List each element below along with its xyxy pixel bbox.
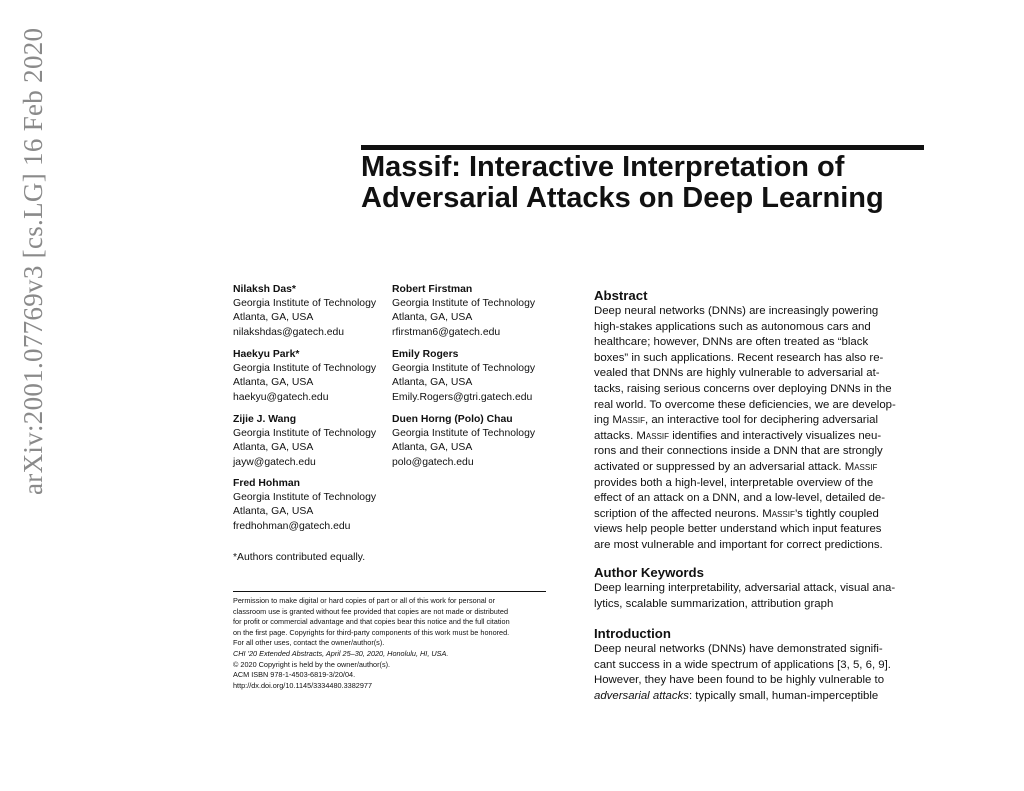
author-name: Zijie J. Wang (233, 414, 297, 425)
abstract-line: rons and their connections inside a DNN that are strongly (594, 445, 883, 458)
author-name: Nilaksh Das* (233, 284, 296, 295)
massif-name: Massif (636, 429, 670, 442)
introduction-line: cant success in a wide spectrum of applications [3, 5, 6, 9]. (594, 658, 891, 671)
abstract-text (594, 304, 896, 554)
abstract-line (594, 429, 896, 445)
author-location: Atlanta, GA, USA (233, 312, 314, 324)
author-affiliation: Georgia Institute of Technology (233, 363, 377, 375)
abstract-line: are most vulnerable and important for correct predictions. (594, 538, 883, 551)
author-block (392, 413, 552, 470)
author-email[interactable]: nilakshdas@gatech.edu (233, 326, 345, 338)
keywords-line: lytics, scalable summarization, attribution graph (594, 597, 834, 610)
massif-name: Massif (844, 460, 878, 473)
permission-line: on the first page. Copyrights for third-party components of this work must be honored. (233, 627, 510, 637)
doi-link[interactable]: http://dx.doi.org/10.1145/3334480.3382977 (233, 680, 373, 690)
massif-name: Massif (762, 507, 795, 520)
author-location: Atlanta, GA, USA (392, 377, 473, 389)
author-block (233, 283, 393, 340)
abstract-line: effect of an attack on a DNN, and a low-level, detailed de- (594, 492, 886, 505)
equal-contribution-note: *Authors contributed equally. (233, 552, 366, 563)
permission-line: For all other uses, contact the owner/author(s). (233, 638, 385, 648)
author-location: Atlanta, GA, USA (233, 442, 314, 454)
author-location: Atlanta, GA, USA (392, 312, 473, 324)
paper-title (361, 152, 961, 214)
permission-rule (233, 591, 546, 592)
author-affiliation: Georgia Institute of Technology (392, 298, 536, 310)
title-line-1: Massif: Interactive Interpretation of (361, 151, 845, 183)
abstract-line (594, 460, 896, 476)
author-affiliation: Georgia Institute of Technology (233, 492, 377, 504)
abstract-heading: Abstract (594, 288, 648, 303)
permission-line: Permission to make digital or hard copies of part or all of this work for personal or (233, 596, 495, 605)
abstract-line: vealed that DNNs are highly vulnerable to adversarial at- (594, 367, 880, 380)
title-rule (361, 145, 924, 150)
copyright-line: © 2020 Copyright is held by the owner/author(s). (233, 659, 391, 669)
author-affiliation: Georgia Institute of Technology (233, 428, 377, 440)
abstract-line (594, 507, 896, 523)
author-block (233, 413, 393, 470)
abstract-line: healthcare; however, DNNs are often treated as “black (594, 336, 869, 349)
venue-line: CHI '20 Extended Abstracts, April 25–30, 2020, Honolulu, HI, USA. (233, 648, 449, 658)
text-run: scription of the affected neurons. (594, 507, 763, 520)
author-name: Duen Horng (Polo) Chau (392, 414, 513, 425)
abstract-section (594, 288, 896, 554)
isbn-line: ACM ISBN 978-1-4503-6819-3/20/04. (233, 670, 356, 680)
keywords-heading: Author Keywords (594, 565, 704, 580)
emphasis-term: adversarial attacks (594, 689, 689, 702)
introduction-line: Deep neural networks (DNNs) have demonstrated signifi- (594, 643, 883, 655)
text-run: ’s tightly coupled (794, 507, 879, 520)
introduction-line: However, they have been found to be highly vulnerable to (594, 674, 885, 687)
abstract-line: tacks, raising serious concerns over deploying DNNs in the (594, 382, 892, 395)
text-run: attacks. (594, 429, 637, 442)
author-block (233, 477, 393, 534)
text-run: ing (594, 414, 613, 427)
introduction-line (594, 689, 891, 705)
author-name: Fred Hohman (233, 478, 300, 489)
abstract-line (594, 413, 896, 429)
author-block (233, 348, 393, 405)
author-name: Haekyu Park* (233, 349, 300, 360)
author-affiliation: Georgia Institute of Technology (392, 428, 536, 440)
title-line-2: Adversarial Attacks on Deep Learning (361, 182, 884, 214)
author-block (392, 348, 552, 405)
text-run: activated or suppressed by an adversarial attack. (594, 460, 845, 473)
author-email[interactable]: haekyu@gatech.edu (233, 391, 329, 403)
introduction-section (594, 626, 891, 704)
text-run: , an interactive tool for deciphering adversarial (644, 414, 878, 427)
introduction-heading: Introduction (594, 626, 671, 641)
keywords-text (594, 581, 895, 612)
author-location: Atlanta, GA, USA (233, 377, 314, 389)
abstract-line: provides both a high-level, interpretable overview of the (594, 476, 874, 489)
author-email[interactable]: jayw@gatech.edu (233, 456, 316, 468)
text-run: : typically small, human-imperceptible (688, 689, 879, 702)
author-email[interactable]: rfirstman6@gatech.edu (392, 326, 501, 338)
abstract-line: Deep neural networks (DNNs) are increasingly powering (594, 305, 879, 317)
keywords-line: Deep learning interpretability, adversarial attack, visual ana- (594, 582, 896, 594)
abstract-line: high-stakes applications such as autonomous cars and (594, 320, 871, 333)
abstract-line: views help people better understand which input features (594, 523, 882, 536)
abstract-line: boxes” in such applications. Recent research has also re- (594, 351, 884, 364)
permission-line: for profit or commercial advantage and that copies bear this notice and the full citation (233, 617, 510, 627)
author-location: Atlanta, GA, USA (392, 442, 473, 454)
author-affiliation: Georgia Institute of Technology (392, 363, 536, 375)
author-email[interactable]: Emily.Rogers@gtri.gatech.edu (392, 391, 533, 403)
text-run: identifies and interactively visualizes neu- (669, 429, 882, 442)
author-block (392, 283, 552, 340)
author-email[interactable]: fredhohman@gatech.edu (233, 520, 351, 532)
massif-name: Massif (612, 414, 645, 427)
abstract-line: real world. To overcome these deficiencies, we are develop- (594, 398, 896, 411)
permission-notice (233, 596, 553, 691)
introduction-text (594, 642, 891, 704)
author-location: Atlanta, GA, USA (233, 506, 314, 518)
keywords-section (594, 565, 895, 612)
author-email[interactable]: polo@gatech.edu (392, 456, 474, 468)
author-name: Emily Rogers (392, 349, 459, 360)
author-name: Robert Firstman (392, 284, 473, 295)
permission-line: classroom use is granted without fee provided that copies are not made or distributed (233, 606, 509, 616)
arxiv-identifier-stamp: arXiv:2001.07769v3 [cs.LG] 16 Feb 2020 (18, 27, 48, 495)
author-affiliation: Georgia Institute of Technology (233, 298, 377, 310)
